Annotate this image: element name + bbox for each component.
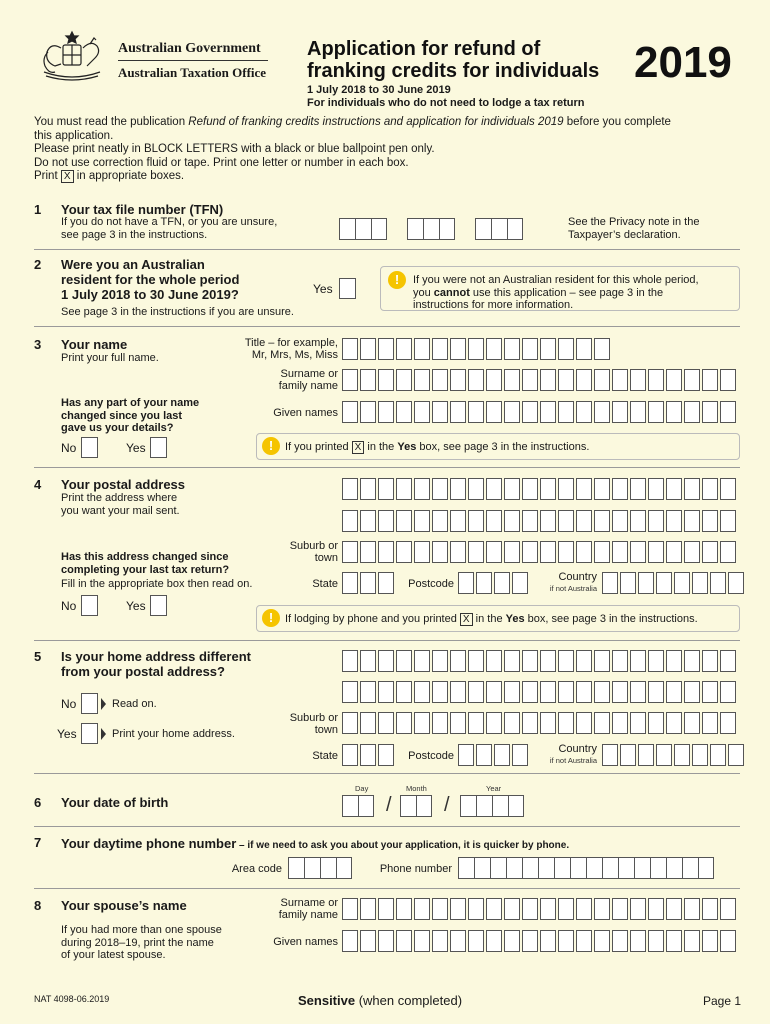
divider [34, 467, 740, 468]
q4-help: Print the address where you want your mail sent. [61, 492, 180, 517]
q5-title: Is your home address different from your postal address? [61, 649, 251, 679]
home-postcode-label: Postcode [408, 750, 454, 762]
arrow-icon [101, 698, 106, 710]
dob-year-label: Year [486, 784, 502, 793]
warning-icon: ! [262, 437, 280, 455]
q4-number: 4 [34, 477, 42, 492]
postal-postcode-input[interactable] [458, 572, 530, 594]
q4-note-text: If lodging by phone and you printed X in the Yes box, see page 3 in the instructions. [285, 613, 698, 625]
q5-yes-action: Print your home address. [112, 728, 235, 740]
dob-day-input[interactable] [342, 795, 381, 817]
postal-address-line2[interactable] [342, 510, 738, 532]
q8-number: 8 [34, 898, 42, 913]
postal-country-input[interactable] [602, 572, 746, 594]
divider [34, 249, 740, 250]
postal-suburb-label: Suburb or town [289, 540, 338, 564]
postal-address-line1[interactable] [342, 478, 738, 500]
home-state-input[interactable] [342, 744, 396, 766]
home-address-line1[interactable] [342, 650, 738, 672]
q2-number: 2 [34, 257, 42, 272]
warning-icon: ! [388, 271, 406, 289]
surname-input[interactable] [342, 369, 738, 391]
q5-no-action: Read on. [112, 698, 157, 710]
area-code-label: Area code [231, 863, 282, 875]
dob-month-input[interactable] [400, 795, 439, 817]
warning-icon: ! [262, 609, 280, 627]
header-divider [118, 60, 268, 61]
gov-name: Australian Government [118, 41, 261, 56]
home-address-line2[interactable] [342, 681, 738, 703]
divider [34, 888, 740, 889]
q3-help: Print your full name. [61, 352, 159, 364]
q4-title: Your postal address [61, 477, 186, 492]
form-code: NAT 4098-06.2019 [34, 994, 110, 1004]
home-country-input[interactable] [602, 744, 746, 766]
dob-month-label: Month [406, 784, 427, 793]
dob-day-label: Day [355, 784, 369, 793]
home-suburb-input[interactable] [342, 712, 738, 734]
q3-number: 3 [34, 337, 42, 352]
q3-title: Your name [61, 337, 128, 352]
q5-no-checkbox[interactable] [81, 693, 98, 714]
q2-title: Were you an Australian resident for the whole period 1 July 2018 to 30 June 2019? [61, 257, 240, 302]
home-country-label: Country if not Australia [549, 743, 597, 765]
postal-suburb-input[interactable] [342, 541, 738, 563]
q5-number: 5 [34, 649, 42, 664]
q7-number: 7 [34, 835, 42, 850]
spouse-given-label: Given names [273, 936, 338, 948]
q1-help: If you do not have a TFN, or you are unsure, see page 3 in the instructions. [61, 216, 278, 241]
postal-state-label: State [312, 578, 338, 590]
divider [34, 640, 740, 641]
intro-text: You must read the publication Refund of franking credits instructions and application for individuals 2019 before you complete this application. Please print neatly in BLOCK LETTERS with a black or blue ballpoint pen only. Do not use correction fluid or tape. Print one letter or number in each box. Print X in appropriate boxes. [34, 116, 671, 182]
coat-of-arms-logo [34, 28, 110, 84]
q6-number: 6 [34, 795, 42, 810]
postal-postcode-label: Postcode [408, 578, 454, 590]
postal-state-input[interactable] [342, 572, 396, 594]
form-title-line1: Application for refund of [307, 38, 541, 60]
surname-label: Surname or family name [278, 368, 338, 392]
q2-help: See page 3 in the instructions if you are unsure. [61, 306, 294, 318]
phone-number-input[interactable] [458, 857, 721, 879]
q4-yes-label: Yes [126, 599, 146, 613]
form-year: 2019 [634, 38, 732, 87]
dob-separator: / [386, 794, 392, 816]
dob-year-input[interactable] [460, 795, 531, 817]
q3-no-checkbox[interactable] [81, 437, 98, 458]
q5-yes-label: Yes [57, 727, 77, 741]
given-names-label: Given names [273, 407, 338, 419]
spouse-surname-label: Surname or family name [278, 897, 338, 921]
spouse-surname-input[interactable] [342, 898, 738, 920]
privacy-note: See the Privacy note in the Taxpayer’s declaration. [568, 216, 700, 241]
phone-number-label: Phone number [379, 863, 452, 875]
q8-help: If you had more than one spouse during 2018–19, print the name of your latest spouse. [61, 924, 222, 961]
address-changed-question: Has this address changed since completing your last tax return? [61, 551, 230, 576]
q1-title: Your tax file number (TFN) [61, 202, 224, 217]
spouse-given-input[interactable] [342, 930, 738, 952]
q2-yes-checkbox[interactable] [339, 278, 356, 299]
dob-separator: / [444, 794, 450, 816]
q8-title: Your spouse’s name [61, 898, 187, 913]
form-title-line2: franking credits for individuals [307, 60, 600, 82]
sensitivity-label: Sensitive (when completed) [298, 993, 463, 1008]
q1-number: 1 [34, 202, 42, 217]
divider [34, 773, 740, 774]
title-label: Title – for example, Mr, Mrs, Ms, Miss [244, 337, 338, 361]
page-number: Page 1 [703, 994, 742, 1008]
postal-country-label: Country if not Australia [549, 571, 597, 593]
q4-no-checkbox[interactable] [81, 595, 98, 616]
q2-note-text: If you were not an Australian resident for this whole period, you cannot use this application – see page 3 in the instructions for more information. [413, 274, 699, 311]
form-period: 1 July 2018 to 30 June 2019 [307, 84, 451, 96]
home-postcode-input[interactable] [458, 744, 530, 766]
q5-no-label: No [61, 697, 77, 711]
divider [34, 326, 740, 327]
q4-yes-checkbox[interactable] [150, 595, 167, 616]
q3-yes-label: Yes [126, 441, 146, 455]
q4-no-label: No [61, 599, 77, 613]
home-suburb-label: Suburb or town [289, 712, 338, 736]
given-names-input[interactable] [342, 401, 738, 423]
name-changed-question: Has any part of your name changed since you last gave us your details? [61, 397, 200, 434]
divider [34, 826, 740, 827]
area-code-input[interactable] [288, 857, 359, 879]
q3-yes-checkbox[interactable] [150, 437, 167, 458]
arrow-icon [101, 728, 106, 740]
q2-yes-label: Yes [313, 282, 333, 296]
home-state-label: State [312, 750, 338, 762]
form-subtitle: For individuals who do not need to lodge a tax return [307, 97, 585, 109]
tfn-input[interactable] [339, 218, 530, 240]
q3-note-text: If you printed X in the Yes box, see page 3 in the instructions. [285, 441, 590, 453]
q4-fill-instruction: Fill in the appropriate box then read on. [61, 578, 253, 590]
ato-name: Australian Taxation Office [118, 65, 267, 80]
title-input[interactable] [342, 338, 612, 360]
q7-title: Your daytime phone number – if we need to ask you about your application, it is quicker by phone. [61, 836, 570, 851]
q5-yes-checkbox[interactable] [81, 723, 98, 744]
q6-title: Your date of birth [61, 795, 169, 810]
q3-no-label: No [61, 441, 77, 455]
